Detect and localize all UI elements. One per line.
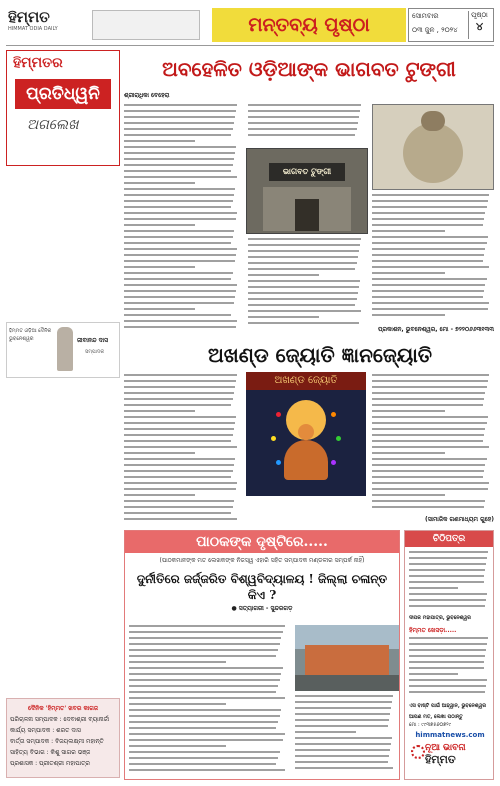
text-line [409, 575, 484, 577]
text-line [372, 386, 487, 388]
text-line [372, 398, 484, 400]
sidebar-letter1 [409, 551, 491, 611]
text-line [124, 422, 235, 424]
text-line [129, 685, 278, 687]
text-line [124, 158, 234, 160]
text-line [124, 326, 236, 328]
article2-signature: (ସାମାଜିକ ଗଣମାଧ୍ୟମ ଗୁହେ) [425, 516, 494, 523]
text-line [124, 122, 234, 124]
text-line [129, 757, 278, 759]
text-line [124, 152, 235, 154]
text-line [372, 464, 485, 466]
text-line [124, 506, 233, 508]
text-line [372, 212, 485, 214]
text-line [124, 206, 231, 208]
article1-col3 [248, 238, 366, 332]
text-line [124, 170, 231, 172]
text-line [372, 200, 488, 202]
text-line [124, 164, 233, 166]
text-line [409, 679, 487, 681]
text-line [372, 242, 487, 244]
sidebar-logo: ନୂଆ ଭାବନା ହିମ୍ମତ [425, 743, 485, 773]
editor-address: ହିମ୍ମତ ଓଡ଼ିଆ ଦୈନିକ ଭୁବନେଶ୍ୱର [9, 328, 52, 342]
text-line [124, 242, 231, 244]
article1-author: ଶ୍ରୀରାଧିକା ବେହେରା [124, 92, 170, 99]
editorial-brand: ହିମ୍ମତର ପ୍ରତିଧ୍ୱନି ଅଗଲେଖ [6, 50, 120, 166]
text-line [124, 314, 231, 316]
text-line [295, 737, 392, 739]
text-line [372, 218, 484, 220]
himmat-logo: ହିମ୍ମତ HIMMAT ODIA DAILY [8, 8, 58, 32]
text-line [372, 440, 483, 442]
editor-photo [57, 327, 73, 371]
gear-icon [411, 745, 425, 759]
masthead-ad-box [92, 10, 200, 40]
text-line [124, 440, 231, 442]
text-line [124, 416, 236, 418]
text-line [409, 587, 458, 589]
text-line [124, 518, 237, 520]
sidebar-item2: ହିମ୍ମତ ଖେସଡ଼ା..... [409, 627, 457, 634]
text-line [409, 655, 485, 657]
text-line [248, 244, 360, 246]
text-line [248, 104, 361, 106]
text-line [248, 298, 357, 300]
letters-subheader: (ପାଠକମାନଙ୍କ ମତ ଲେଖକଙ୍କ ନିଜସ୍ୱ ଏହାରି ସହିତ ସମ୍ପାଦକ ମଣ୍ଡଳୀର ସମ୍ପର୍କ ନାହିଁ) [159, 557, 365, 564]
text-line [124, 116, 235, 118]
text-line [129, 649, 278, 651]
text-line [124, 500, 234, 502]
text-line [372, 428, 485, 430]
text-line [124, 320, 237, 322]
text-line [124, 476, 231, 478]
letters-header: ପାଠକଙ୍କ ଦୃଷ୍ଟିରେ..... [125, 531, 399, 553]
text-line [372, 476, 483, 478]
text-line [409, 673, 458, 675]
text-line [124, 224, 195, 226]
editor-box [6, 322, 120, 378]
text-line [372, 194, 489, 196]
text-line [372, 302, 489, 304]
text-line [372, 506, 484, 508]
text-line [129, 709, 281, 711]
sidebar-header: ଚିଠିପତ୍ର [405, 531, 493, 547]
text-line [372, 380, 488, 382]
text-line [372, 266, 489, 268]
text-line [372, 248, 485, 250]
text-line [124, 188, 235, 190]
text-line [248, 310, 361, 312]
issue-date: ୦୩ ଜୁନ , ୨୦୨୪ [412, 26, 458, 34]
text-line [129, 727, 276, 729]
text-line [124, 128, 233, 130]
text-line [124, 272, 233, 274]
article1-signature: ପ୍ରକାଶନ, ଭୁବନେଶ୍ୱର, ମୋ - ୭୨୨୦୬୬୩୧୩୩ [377, 326, 494, 333]
text-line [409, 661, 484, 663]
date-box [408, 8, 494, 42]
text-line [124, 392, 234, 394]
text-line [409, 599, 486, 601]
text-line [372, 470, 484, 472]
text-line [129, 667, 283, 669]
sidebar-sig1: ଦୀପକ ମହାପାତ୍ର, ଭୁବନେଶ୍ୱର [409, 615, 471, 621]
text-line [248, 286, 359, 288]
text-line [124, 482, 237, 484]
letters-author: ● ସତ୍ୟାଗରୀ - ସୁନ୍ଦରଗଡ଼ [231, 605, 293, 612]
text-line [295, 749, 390, 751]
text-line [372, 446, 489, 448]
text-line [372, 284, 485, 286]
text-line [124, 146, 236, 148]
text-line [295, 695, 393, 697]
section-title: ମନ୍ତବ୍ୟ ପୃଷ୍ଠା [212, 8, 406, 42]
text-line [248, 134, 355, 136]
article1-col1 [124, 104, 242, 332]
text-line [372, 236, 488, 238]
text-line [124, 236, 233, 238]
sidebar-phone: ମୋ : ୯୯୩୭୫୬୦୭୨୯ [409, 722, 452, 728]
issue-day: ସୋମବାର [412, 12, 439, 20]
text-line [248, 250, 359, 252]
text-line [124, 488, 236, 490]
text-line [372, 500, 485, 502]
text-line [124, 110, 236, 112]
article1-col2 [248, 104, 366, 144]
text-line [409, 593, 487, 595]
sidebar-letter2 [409, 637, 491, 701]
letters-col1 [129, 625, 291, 775]
text-line [295, 725, 388, 727]
text-line [372, 458, 487, 460]
text-line [124, 200, 233, 202]
text-line [124, 452, 195, 454]
text-line [124, 428, 234, 430]
text-line [129, 637, 281, 639]
text-line [372, 224, 483, 226]
text-line [409, 551, 488, 553]
text-line [124, 290, 236, 292]
letters-title: ଦୁର୍ନୀତିରେ ଜର୍ଜ୍ଜରିତ ବିଶ୍ୱବିଦ୍ୟାଳୟ ! ଜିଲ୍ଲା ଚଳାନ୍ତ କିଏ ? [136, 572, 388, 602]
text-line [372, 374, 489, 376]
text-line [372, 290, 484, 292]
text-line [248, 256, 358, 258]
text-line [124, 194, 234, 196]
text-line [129, 703, 226, 705]
text-line [372, 482, 489, 484]
article1-headline: ଅବହେଳିତ ଓଡ଼ିଆଙ୍କ ଭାଗବତ ଟୁଙ୍ଗୀ [162, 57, 456, 81]
text-line [124, 380, 236, 382]
text-line [248, 122, 358, 124]
text-line [372, 230, 445, 232]
text-line [248, 274, 319, 276]
text-line [129, 691, 276, 693]
text-line [372, 404, 483, 406]
text-line [295, 743, 391, 745]
text-line [124, 404, 231, 406]
text-line [124, 302, 234, 304]
text-line [129, 733, 285, 735]
text-line [124, 386, 235, 388]
text-line [409, 649, 486, 651]
article2-illustration: ଅଖଣ୍ଡ ଜ୍ୟୋତି [246, 372, 366, 496]
text-line [409, 581, 484, 583]
article2-col2 [372, 374, 494, 514]
text-line [124, 284, 237, 286]
letters-col2 [295, 695, 397, 775]
text-line [295, 713, 390, 715]
text-line [409, 685, 486, 687]
text-line [409, 691, 485, 693]
text-line [409, 557, 487, 559]
text-line [124, 410, 195, 412]
text-line [295, 719, 389, 721]
text-line [409, 637, 488, 639]
text-line [372, 410, 445, 412]
text-line [129, 745, 226, 747]
text-line [372, 434, 484, 436]
text-line [295, 731, 356, 733]
editorial-body-text [6, 170, 120, 690]
article2-headline: ଅଖଣ୍ଡ ଜ୍ୟୋତି ଜ୍ଞାନଜ୍ୟୋତି [207, 343, 433, 367]
text-line [129, 655, 276, 657]
website-url[interactable]: himmatnews.com [415, 731, 485, 739]
text-line [248, 262, 357, 264]
text-line [372, 392, 485, 394]
text-line [295, 767, 393, 769]
text-line [248, 116, 359, 118]
editor-name: ଜୀବାନନ୍ଦ ଦାସ [77, 337, 109, 344]
text-line [129, 625, 285, 627]
text-line [409, 643, 487, 645]
text-line [124, 218, 236, 220]
article1-photo-temple: ଭାଗବତ ଟୁଙ୍ଗୀ [246, 148, 368, 234]
text-line [248, 110, 360, 112]
text-line [372, 272, 445, 274]
credits-box: ଦୈନିକ 'ହିମ୍ମତ' ଖବର କାଗଜ ପରିଚାଳନା ସମ୍ପାଦକ : ଦେବାଶ୍ରୀ ବ୍ୟାନାର୍ଜୀ କାର୍ଯ୍ୟ ସମ୍ପାଦକ : ଶରତ ଦାସ ବାର୍ତ୍ତା ସମ୍ପାଦକ : ବିଜୟଲକ୍ଷ୍ମୀ ମହାନ୍ତି ସାହିତ୍ୟ ବିଭାଗ : କିଶୁ ସାଗର ଭଞ୍ଜ ପ୍ରଶାସକ : ପ୍ରୀତଶ୍ରୀ ମହାପାତ୍ର [6, 698, 120, 778]
sidebar-contact: ଆପଣ ମତ, ଲେଖା ପଠାନ୍ତୁ [409, 714, 463, 720]
text-line [372, 494, 445, 496]
article1-col4 [372, 194, 494, 324]
text-line [248, 128, 357, 130]
text-line [124, 464, 234, 466]
letters-photo-university [295, 625, 399, 691]
editor-role: ସମ୍ପାଦକ [85, 349, 105, 355]
text-line [248, 292, 358, 294]
text-line [409, 605, 485, 607]
text-line [124, 296, 235, 298]
text-line [124, 398, 233, 400]
text-line [248, 304, 355, 306]
text-line [372, 422, 487, 424]
article1-photo-statue [372, 104, 494, 190]
text-line [372, 452, 445, 454]
text-line [124, 458, 235, 460]
page-number: ପୃଷ୍ଠା ୪ [468, 11, 490, 39]
text-line [248, 322, 359, 324]
text-line [248, 238, 361, 240]
text-line [129, 715, 280, 717]
text-line [124, 434, 233, 436]
text-line [372, 254, 484, 256]
letters-sidebar [404, 530, 494, 780]
text-line [124, 140, 195, 142]
text-line [129, 697, 285, 699]
text-line [295, 707, 391, 709]
sidebar-sig2: ଏସ ବାଷ୍ଟି ପାଇଁ ଆହ୍ୱାନ, ଭୁବନେଶ୍ୱର [409, 703, 487, 709]
text-line [409, 667, 484, 669]
text-line [372, 416, 488, 418]
letters-section [124, 530, 400, 780]
text-line [124, 470, 233, 472]
text-line [124, 266, 195, 268]
text-line [372, 314, 445, 316]
text-line [129, 661, 226, 663]
text-line [248, 316, 319, 318]
text-line [124, 176, 237, 178]
masthead [6, 6, 494, 46]
text-line [295, 761, 388, 763]
text-line [129, 673, 281, 675]
text-line [124, 182, 195, 184]
text-line [124, 212, 237, 214]
text-line [372, 308, 488, 310]
text-line [129, 769, 285, 771]
text-line [248, 268, 355, 270]
text-line [124, 134, 231, 136]
text-line [124, 446, 237, 448]
text-line [129, 751, 280, 753]
text-line [129, 643, 280, 645]
editorial-column [6, 50, 120, 780]
text-line [129, 739, 283, 741]
text-line [129, 679, 280, 681]
text-line [129, 631, 283, 633]
text-line [372, 488, 488, 490]
text-line [409, 569, 485, 571]
text-line [124, 230, 234, 232]
text-line [248, 280, 360, 282]
text-line [124, 104, 237, 106]
text-line [129, 721, 278, 723]
article2-col1 [124, 374, 242, 524]
text-line [124, 254, 236, 256]
text-line [295, 755, 389, 757]
text-line [372, 206, 487, 208]
text-line [124, 512, 231, 514]
text-line [409, 563, 486, 565]
text-line [295, 701, 392, 703]
text-line [124, 278, 231, 280]
text-line [124, 494, 195, 496]
text-line [372, 260, 483, 262]
text-line [129, 763, 276, 765]
text-line [124, 248, 237, 250]
text-line [124, 308, 195, 310]
text-line [124, 260, 235, 262]
text-line [124, 374, 237, 376]
text-line [372, 296, 483, 298]
text-line [372, 278, 487, 280]
